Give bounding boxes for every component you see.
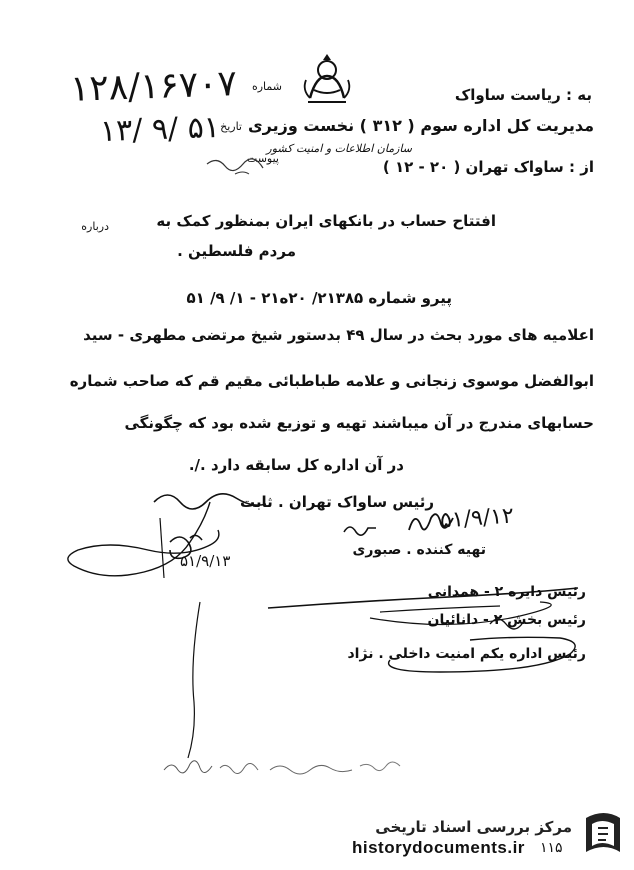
body-line-3: حسابهای مندرج در آن میباشند تهیه و توزیع شده بود که چگونگی	[124, 414, 594, 432]
small-signature-scribble	[340, 516, 380, 540]
cc-line: از : ساواک تهران ( ۲۰ - ۱۲ )	[382, 158, 594, 176]
office-head-line: رئیس اداره یکم امنیت داخلی . نژاد	[347, 646, 586, 662]
preparer-line: تهیه کننده . صبوری	[352, 542, 486, 558]
subject-label: درباره	[81, 220, 109, 233]
number-value: ۱۲۸/۱۶۷۰۷	[69, 63, 238, 110]
initials-scribble	[405, 508, 455, 538]
from-office-line: مدیریت کل اداره سوم ( ۳۱۲ ) نخست وزیری	[248, 116, 594, 135]
section-head-line: رئیس بخش ۲ - دانائیان	[427, 612, 586, 628]
left-signature-date: ۵۱/۹/۱۳	[180, 552, 231, 570]
vertical-stroke	[178, 600, 208, 760]
archive-center-name: مرکز بررسی اسناد تاریخی	[375, 818, 572, 836]
chief-signature-line: رئیس ساواک تهران . ثابت	[240, 493, 434, 511]
dept-head-line: رئیس دایره ۲ - همدانی	[427, 584, 586, 600]
addressee-line: به : ریاست ساواک	[454, 86, 592, 104]
org-name-line: سازمان اطلاعات و امنیت کشور	[266, 142, 412, 155]
dept-signature-scribble	[260, 568, 590, 678]
date-label: تاریخ	[220, 120, 242, 133]
reference-line: پیرو شماره ۲۱۳۸۵/ ۲۰ه۲۱ - ۱/ ۹/ ۵۱	[186, 289, 452, 307]
date-value: ۱۳/ ۹/ ۵۱	[99, 109, 221, 150]
lion-sun-emblem-icon	[300, 50, 354, 108]
archive-website: historydocuments.ir	[352, 838, 525, 857]
subject-line-2: مردم فلسطین .	[177, 242, 296, 260]
handwritten-mark-header	[205, 150, 285, 180]
body-line-4: در آن اداره کل سابقه دارد ./.	[188, 456, 404, 474]
body-line-2: ابوالفضل موسوی زنجانی و علامه طباطبائی مقیم قم که صاحب شماره	[69, 372, 594, 390]
attachment-label: پیوست	[246, 152, 279, 165]
subject-line-1: افتتاح حساب در بانکهای ایران بمنظور کمک به	[156, 212, 496, 230]
archive-logo-icon	[580, 810, 626, 860]
body-line-1: اعلامیه های مورد بحث در سال ۴۹ بدستور شیخ مرتضی مطهری - سید	[83, 326, 594, 344]
page-number: ۱۱۵	[540, 840, 563, 856]
initials-date: ۵۱/۹/۱۲	[439, 503, 515, 534]
faint-handwritten-note	[160, 748, 420, 788]
number-label: شماره	[251, 80, 282, 93]
